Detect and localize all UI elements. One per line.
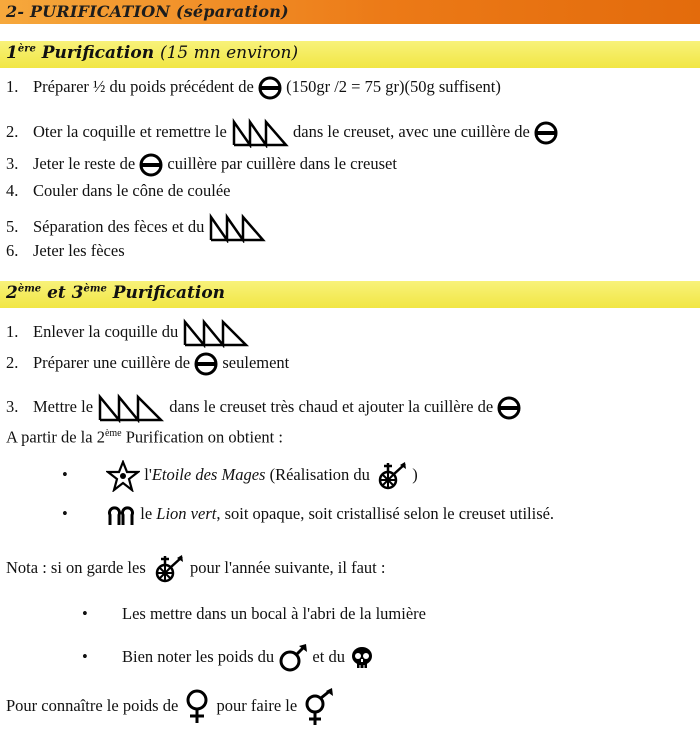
bullet-icon: • [82, 604, 88, 623]
step-5: 5. Séparation des fèces et du [6, 213, 266, 243]
salt-symbol-icon [534, 121, 558, 145]
step-1: 1. Préparer ½ du poids précédent de (150gr /2 = 75 gr)(50g suffisent) [6, 76, 501, 100]
regulus-symbol-icon [182, 318, 250, 348]
mars-symbol-icon [278, 643, 308, 673]
footer-line: Pour connaître le poids de pour faire le [6, 688, 335, 726]
bullet-icon: • [62, 464, 68, 484]
step-4: 4. Couler dans le cône de coulée [6, 181, 231, 200]
section-header-title: 2- PURIFICATION (séparation) [6, 2, 289, 21]
step2-3: 3. Mettre le dans le creuset très chaud et ajouter la cuillère de [6, 393, 521, 423]
step-3: 3. Jeter le reste de cuillère par cuillère dans le creuset [6, 153, 397, 177]
title-bold: Purification [41, 43, 155, 63]
nota-item-1: • Les mettre dans un bocal à l'abri de la lumière [82, 604, 426, 623]
salt-symbol-icon [258, 76, 282, 100]
salt-symbol-icon [497, 396, 521, 420]
regulus-symbol-icon [231, 118, 289, 148]
subsection-header-1 [0, 41, 700, 68]
lion-symbol-icon [106, 503, 136, 527]
hermaphrodite-symbol-icon [301, 688, 335, 726]
result-star: • l'Etoile des Mages (Réalisation du ) [62, 460, 418, 492]
regulus-symbol-icon [97, 393, 165, 423]
step2-2: 2. Préparer une cuillère de seulement [6, 352, 289, 376]
result-lion: • le Lion vert, soit opaque, soit cristallisé selon le creuset utilisé. [62, 503, 554, 527]
salt-symbol-icon [139, 153, 163, 177]
nota-item-2: • Bien noter les poids du et du [82, 643, 375, 673]
star-symbol-icon [106, 460, 140, 492]
regulus-symbol-icon [208, 213, 266, 243]
salt-symbol-icon [194, 352, 218, 376]
title-num: 2 [6, 283, 18, 303]
venus-symbol-icon [182, 689, 212, 725]
step-2: 2. Oter la coquille et remettre le dans le creuset, avec une cuillère de [6, 118, 558, 148]
section-header [0, 0, 700, 24]
intro-line: A partir de la 2ème Purification on obtient : [6, 427, 283, 447]
nota-line: Nota : si on garde les pour l'année suivante, il faut : [6, 553, 385, 585]
title-sup: ère [17, 43, 36, 55]
step2-1: 1. Enlever la coquille du [6, 318, 250, 348]
title-num: 1 [6, 43, 18, 63]
antimony-wheel-symbol-icon [374, 460, 408, 492]
antimony-wheel-symbol-icon [150, 553, 186, 585]
subsection-header-2: 2ème et 3ème Purification [0, 281, 700, 308]
bullet-icon: • [82, 646, 88, 666]
step-6: 6. Jeter les fèces [6, 241, 125, 260]
skull-icon [349, 645, 375, 671]
title-bold: Purification [112, 283, 226, 303]
bullet-icon: • [62, 503, 68, 523]
title-paren: (15 mn environ) [159, 43, 299, 63]
